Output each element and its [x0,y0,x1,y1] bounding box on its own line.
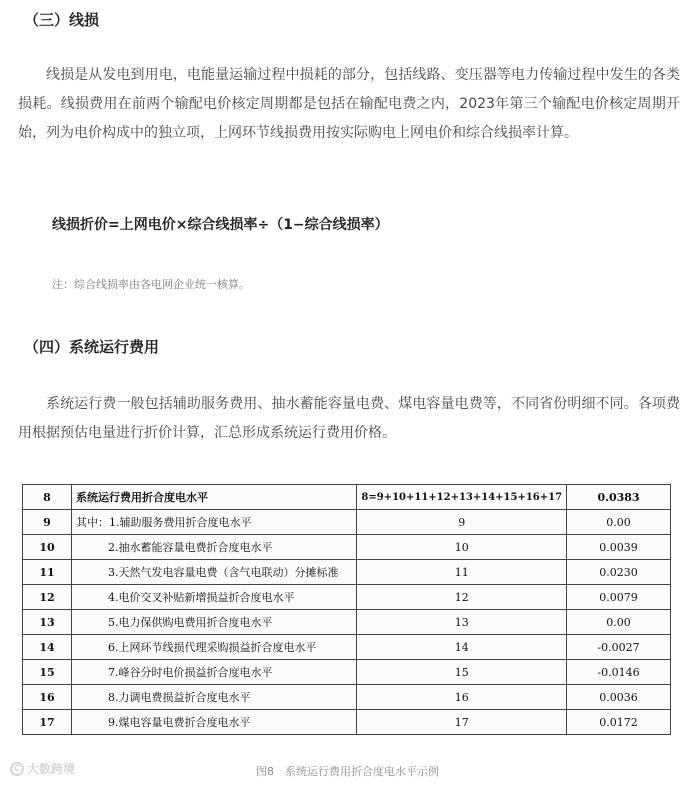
row-value: 0.00 [567,610,671,635]
row-formula: 13 [357,610,567,635]
line-loss-formula: 线损折价=上网电价×综合线损率÷（1−综合线损率） [52,217,389,233]
row-value: -0.0146 [567,660,671,685]
row-formula: 12 [357,585,567,610]
table-row [23,710,671,735]
section3-heading: （三）线损 [24,11,100,29]
row-item-name: 6.上网环节线损代理采购损益折合度电水平 [71,635,356,660]
row-item-name: 7.峰谷分时电价损益折合度电水平 [71,660,356,685]
formula-note: 注：综合线损率由各电网企业统一核算。 [52,278,250,291]
row-number: 16 [23,685,72,710]
table-row [23,635,671,660]
row-number: 8 [23,485,72,510]
table-row [23,535,671,560]
row-number: 14 [23,635,72,660]
row-value: 0.0230 [567,560,671,585]
row-value: 0.0039 [567,535,671,560]
row-formula: 10 [357,535,567,560]
table-row [23,660,671,685]
row-number: 9 [23,510,72,535]
section4-heading: （四）系统运行费用 [24,338,160,356]
table-row [23,485,671,510]
brand-watermark [10,760,75,777]
row-number: 17 [23,710,72,735]
table-row [23,510,671,535]
row-item-name: 5.电力保供购电费用折合度电水平 [71,610,356,635]
row-value: 0.0079 [567,585,671,610]
row-item-name: 4.电价交叉补贴新增损益折合度电水平 [71,585,356,610]
row-formula: 11 [357,560,567,585]
row-number: 12 [23,585,72,610]
table-row [23,685,671,710]
row-item-name: 其中：1.辅助服务费用折合度电水平 [71,510,356,535]
row-formula: 14 [357,635,567,660]
row-item-name: 9.煤电容量电费折合度电水平 [71,710,356,735]
row-value: 0.00 [567,510,671,535]
row-formula: 15 [357,660,567,685]
row-formula: 9 [357,510,567,535]
row-number: 13 [23,610,72,635]
table-row [23,585,671,610]
brand-text: 大数跨境 [27,762,76,776]
row-formula: 16 [357,685,567,710]
table-figure [22,484,671,736]
row-formula: 8=9+10+11+12+13+14+15+16+17 [357,485,567,510]
table-row [23,560,671,585]
row-value: 0.0036 [567,685,671,710]
table-row [23,610,671,635]
row-number: 10 [23,535,72,560]
row-value: 0.0383 [567,485,671,510]
row-item-name: 2.抽水蓄能容量电费折合度电水平 [71,535,356,560]
row-item-name: 3.天然气发电容量电费（含气电联动）分摊标准 [71,560,356,585]
row-value: -0.0027 [567,635,671,660]
row-value: 0.0172 [567,710,671,735]
section4-paragraph: 系统运行费一般包括辅助服务费用、抽水蓄能容量电费、煤电容量电费等，不同省份明细不同。各项费用根据预估电量进行折价计算，汇总形成系统运行费用价格。 [18,396,680,441]
c-logo-icon: C [10,762,24,776]
row-number: 15 [23,660,72,685]
section3-paragraph: 线损是从发电到用电，电能量运输过程中损耗的部分，包括线路、变压器等电力传输过程中发生的各类损耗。线损费用在前两个输配电价核定周期都是包括在输配电费之内，2023年第三个输配电价核定周期开始，列为电价构成中的独立项，上网环节线损费用按实际购电上网电价和综合线损率计算。 [18,67,680,141]
row-item-name: 系统运行费用折合度电水平 [71,485,356,510]
row-formula: 17 [357,710,567,735]
figure-caption: 图8 系统运行费用折合度电水平示例 [256,765,439,778]
row-number: 11 [23,560,72,585]
system-cost-table [22,484,671,735]
row-item-name: 8.力调电费损益折合度电水平 [71,685,356,710]
